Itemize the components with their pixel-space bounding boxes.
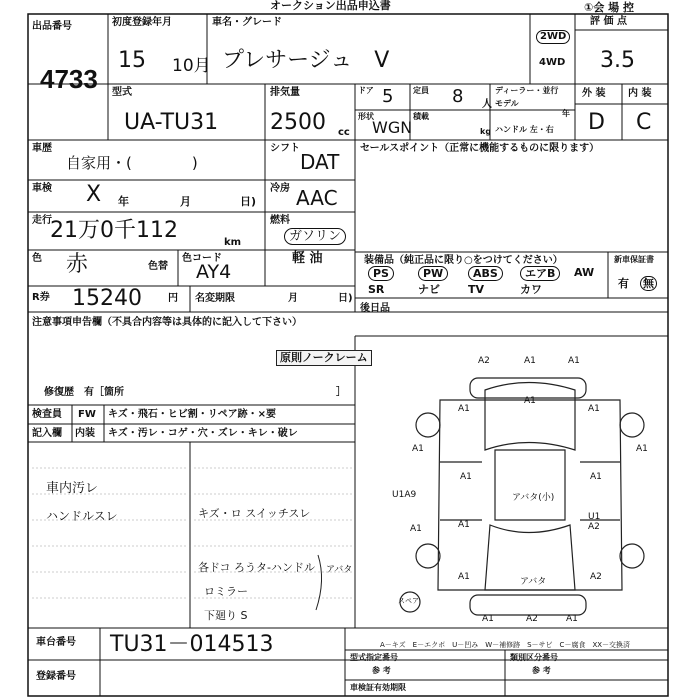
model-code-label: 型式 xyxy=(112,87,132,98)
dealer-label: ディーラー・並行 xyxy=(495,86,559,95)
damage-legend: A－キズ E－エクボ U－凹み W－補修跡 S－サビ C－腐食 XX－交換済 xyxy=(380,641,631,649)
repair-history-close: ］ xyxy=(336,387,346,398)
reg-month-value: 10月 xyxy=(172,56,211,76)
usage-value: 自家用・( ) xyxy=(66,154,198,172)
entry-label: 記入欄 xyxy=(32,428,62,439)
sheet-title: オークション出品申込書 xyxy=(270,0,391,12)
drive-2wd-circled: 2WD xyxy=(536,30,570,44)
chassis-no-value: TU31－014513 xyxy=(110,632,274,657)
type-cert-ref: 参 考 xyxy=(372,666,391,675)
shift-label: シフト xyxy=(270,143,300,154)
spare-tire-label: スペア xyxy=(398,597,419,605)
equipment-item: SR xyxy=(368,283,385,296)
notes-header: 注意事項申告欄（不具合内容等は具体的に記入して下さい） xyxy=(32,317,302,328)
score-value: 3.5 xyxy=(600,48,635,73)
capacity-label: 定員 xyxy=(413,86,429,95)
damage-mark: アバタ(小) xyxy=(512,493,555,503)
model-grade-label: 車名・グレード xyxy=(212,17,282,28)
name-change-day: 日) xyxy=(338,293,353,304)
inspection-label: 車検 xyxy=(32,183,52,194)
color-value: 赤 xyxy=(66,252,89,277)
fuel-gasoline-circled: ガソリン xyxy=(284,228,346,245)
drive-4wd: 4WD xyxy=(539,57,566,68)
after-date-label: 後日品 xyxy=(360,303,390,314)
class-no-ref: 参 考 xyxy=(532,666,551,675)
warranty-yes: 有 xyxy=(618,277,629,290)
damage-mark: A1 xyxy=(524,356,536,366)
interior-terms: キズ・汚レ・コゲ・穴・ズレ・キレ・破レ xyxy=(108,428,298,439)
equipment-item: AW xyxy=(574,266,595,279)
chassis-no-label: 車台番号 xyxy=(36,637,76,648)
warranty-no-circled: 無 xyxy=(640,276,657,291)
exterior-label: 外 装 xyxy=(582,88,606,99)
displacement-unit: cc xyxy=(338,127,350,138)
displacement-value: 2500 xyxy=(270,110,326,135)
lot-number-label: 出品番号 xyxy=(32,21,72,32)
equipment-item: エアB xyxy=(520,266,560,281)
model-name-value: プレサージュ V xyxy=(222,48,390,73)
doors-value: 5 xyxy=(382,86,394,107)
equipment-item: PS xyxy=(368,266,394,281)
inspection-year: 年 xyxy=(118,195,129,208)
type-cert-label: 型式指定番号 xyxy=(350,653,398,662)
inspection-day: 日) xyxy=(240,195,257,208)
doors-label: ドア xyxy=(358,86,374,95)
note-handle-wear: ハンドルスレ xyxy=(46,509,118,523)
no-claim-stamp: 原則ノークレーム xyxy=(276,350,372,366)
damage-mark: A2 xyxy=(590,572,602,582)
class-no-label: 類別区分番号 xyxy=(510,653,558,662)
damage-mark: A1 xyxy=(458,404,470,414)
interior-short-label: 内装 xyxy=(75,428,95,439)
mileage-label: 走行 xyxy=(32,215,52,226)
inspection-month: 月 xyxy=(180,195,191,208)
fuel-diesel: 軽 油 xyxy=(292,251,323,266)
color-change-label: 色替 xyxy=(148,261,168,272)
usage-label: 車歴 xyxy=(32,143,52,154)
note-scratch-switch: キズ・ロ スイッチスレ xyxy=(198,507,311,520)
mileage-value: 21万0千112 xyxy=(50,218,178,243)
equipment-item: PW xyxy=(418,266,448,281)
warranty-label: 新車保証書 xyxy=(614,255,654,264)
first-registration-label: 初度登録年月 xyxy=(112,17,172,28)
damage-mark: A1 xyxy=(460,472,472,482)
venue-copy-label: ①会 場 控 xyxy=(584,1,634,14)
equipment-label: 装備品（純正品に限り○をつけてください） xyxy=(364,255,563,266)
interior-label: 内 装 xyxy=(628,88,652,99)
cert-expiry-label: 車検証有効期限 xyxy=(350,683,406,692)
fw-terms: キズ・飛石・ヒビ割・リペア跡・×要 xyxy=(108,409,276,420)
displacement-label: 排気量 xyxy=(270,87,300,98)
shape-value: WGN xyxy=(372,118,413,137)
reg-no-label: 登録番号 xyxy=(36,671,76,682)
model-code-value: UA-TU31 xyxy=(124,110,219,135)
repair-history-label: 修復歴 有［箇所 xyxy=(44,387,124,398)
name-change-label: 名変期限 xyxy=(195,293,235,304)
score-label: 評 価 点 xyxy=(590,16,627,27)
equipment-item: カワ xyxy=(520,283,542,296)
color-code-value: AY4 xyxy=(196,261,232,283)
ac-value: AAC xyxy=(296,186,338,210)
mileage-unit: km xyxy=(224,237,242,248)
damage-mark: A1 xyxy=(482,614,494,624)
damage-mark: A1 xyxy=(458,572,470,582)
damage-mark: A1 xyxy=(524,396,536,406)
recycle-yen: 円 xyxy=(168,293,178,304)
damage-mark: アバタ xyxy=(520,577,547,587)
damage-mark: A2 xyxy=(526,614,538,624)
handle-label: ハンドル 左・右 xyxy=(495,125,554,134)
inspection-value: X xyxy=(86,182,102,207)
note-undercarriage: 下廻り S xyxy=(204,609,248,622)
note-mirror: ロミラー xyxy=(204,585,248,598)
selling-points-label: セールスポイント（正常に機能するものに限ります） xyxy=(360,143,600,154)
note-pitting: アバタ xyxy=(326,565,353,575)
damage-mark: U1A9 xyxy=(392,490,417,500)
equipment-item: ABS xyxy=(468,266,503,281)
load-label: 積載 xyxy=(413,112,429,121)
damage-mark: A1 xyxy=(410,524,422,534)
fw-label: FW xyxy=(78,409,96,420)
damage-mark: A1 xyxy=(566,614,578,624)
interior-value: C xyxy=(636,110,652,135)
damage-mark: U1 A2 xyxy=(588,512,601,532)
recycle-label: R券 xyxy=(32,292,50,303)
ac-label: 冷房 xyxy=(270,183,290,194)
color-code-label: 色コード xyxy=(182,253,222,264)
damage-mark: A1 xyxy=(458,520,470,530)
model-year-label: モデル xyxy=(495,99,519,108)
model-year-unit: 年 xyxy=(562,109,570,118)
damage-mark: A1 xyxy=(636,444,648,454)
damage-mark: A1 xyxy=(588,404,600,414)
capacity-value: 8 xyxy=(452,86,464,107)
capacity-unit: 人 xyxy=(482,99,492,110)
name-change-month: 月 xyxy=(288,293,298,304)
inspector-label: 検査員 xyxy=(32,409,62,420)
exterior-value: D xyxy=(588,110,605,135)
damage-mark: A1 xyxy=(568,356,580,366)
reg-year-value: 15 xyxy=(118,48,146,73)
color-label: 色 xyxy=(32,253,42,264)
shift-value: DAT xyxy=(300,150,340,174)
equipment-item: TV xyxy=(468,283,485,296)
equipment-item: ナビ xyxy=(418,283,440,296)
fuel-label: 燃料 xyxy=(270,215,290,226)
load-unit: kg xyxy=(480,127,492,136)
damage-mark: A1 xyxy=(590,472,602,482)
lot-number-value: 4733 xyxy=(40,64,98,94)
damage-mark: A1 xyxy=(412,444,424,454)
recycle-value: 15240 xyxy=(72,286,142,311)
shape-label: 形状 xyxy=(358,112,374,121)
note-interior-dirt: 車内汚レ xyxy=(46,481,99,496)
note-door-handles: 各ドコ ろうタ-ハンドル xyxy=(198,561,316,574)
damage-mark: A2 xyxy=(478,356,490,366)
